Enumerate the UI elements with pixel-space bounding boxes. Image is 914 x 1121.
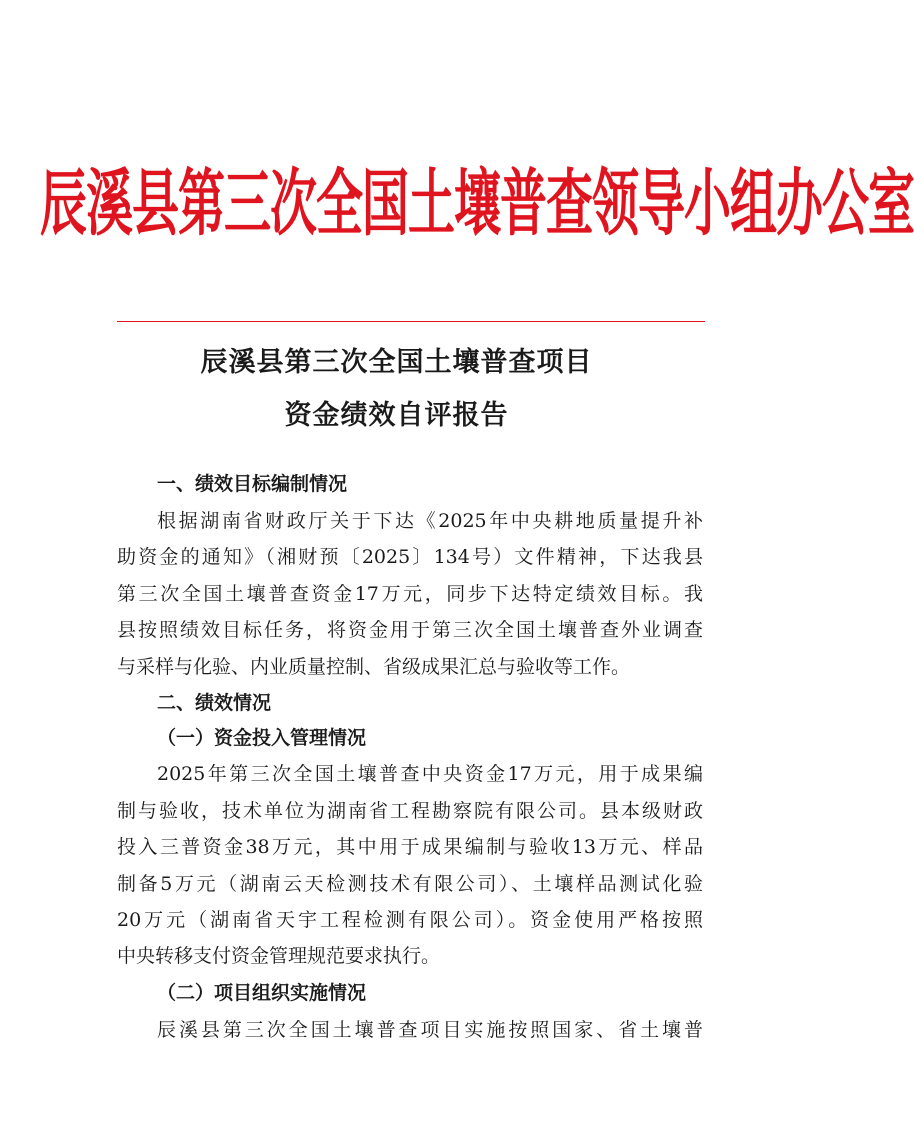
- paragraph-line: 辰溪县第三次全国土壤普查项目实施按照国家、省土壤普: [157, 1019, 703, 1041]
- section-2-heading: 二、绩效情况: [157, 692, 272, 714]
- paragraph-line: 2025年第三次全国土壤普查中央资金17万元，用于成果编: [157, 763, 703, 785]
- paragraph-line: 第三次全国土壤普查资金17万元，同步下达特定绩效目标。我: [117, 583, 703, 605]
- paragraph-line: 助资金的通知》（湘财预〔2025〕134号）文件精神，下达我县: [117, 546, 703, 568]
- red-masthead: 辰溪县第三次全国土壤普查领导小组办公室: [40, 161, 914, 247]
- paragraph-line: 制备5万元（湖南云天检测技术有限公司）、土壤样品测试化验: [117, 873, 703, 895]
- paragraph-line: 投入三普资金38万元，其中用于成果编制与验收13万元、样品: [117, 836, 703, 858]
- red-divider-line: [117, 321, 705, 322]
- document-title-line2: 资金绩效自评报告: [284, 400, 509, 431]
- paragraph-line: 中央转移支付资金管理规范要求执行。: [117, 945, 441, 967]
- paragraph-line: 20万元（湖南省天宇工程检测有限公司）。资金使用严格按照: [117, 909, 703, 931]
- paragraph-line: 县按照绩效目标任务，将资金用于第三次全国土壤普查外业调查: [117, 619, 703, 641]
- section-2-1-heading: （一）资金投入管理情况: [157, 727, 367, 749]
- document-title-line1: 辰溪县第三次全国土壤普查项目: [200, 347, 593, 378]
- paragraph-line: 制与验收，技术单位为湖南省工程勘察院有限公司。县本级财政: [117, 800, 703, 822]
- section-2-2-heading: （二）项目组织实施情况: [157, 982, 367, 1004]
- paragraph-line: 根据湖南省财政厅关于下达《2025年中央耕地质量提升补: [157, 510, 703, 532]
- paragraph-line: 与采样与化验、内业质量控制、省级成果汇总与验收等工作。: [117, 656, 631, 678]
- section-1-heading: 一、绩效目标编制情况: [157, 473, 348, 495]
